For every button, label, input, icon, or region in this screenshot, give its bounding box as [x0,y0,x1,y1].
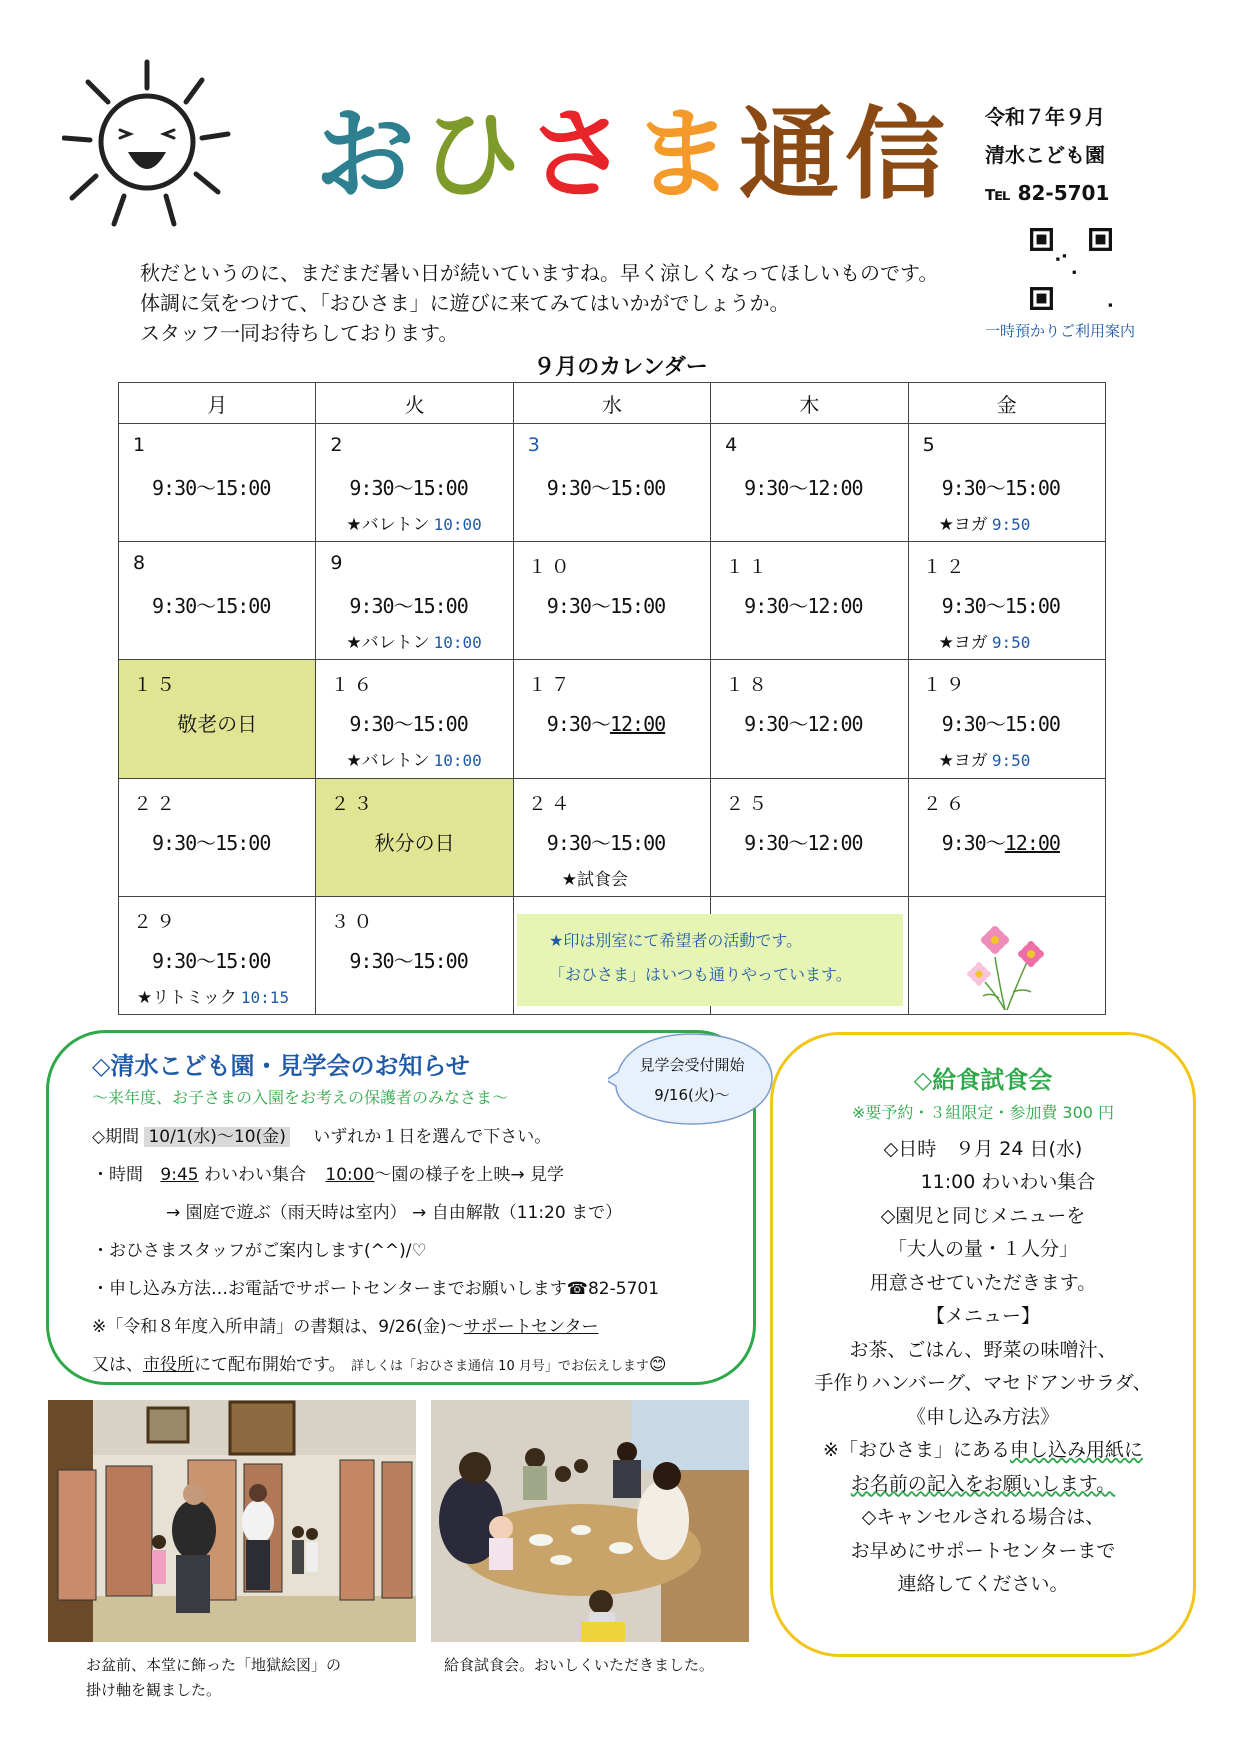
calendar-day-cell [908,424,1105,542]
lunch-time: 11:00 わいわい集合 [920,1171,1096,1193]
note-b-small: 詳しくは「おひさま通信 10 月号」でお伝えします [351,1359,649,1374]
calendar-week-row [119,660,1106,778]
lunch-tasting-title: ◇給食試食会 [913,1066,1053,1094]
event-label [346,510,481,535]
weekday-header: 水 [513,383,710,424]
lunch-prepare: 用意させていただきます。 [869,1271,1097,1294]
tour-staff-line: ・おひさまスタッフがご案内します(^^)/♡ [92,1241,427,1261]
event-name: ★バレトン [346,751,430,772]
lunch-cancel-line: お早めにサポートセンターまで [850,1539,1116,1562]
tour-notice-title: ◇清水こども園・見学会のお知らせ [92,1052,470,1080]
event-name: ★試食会 [561,869,629,890]
open-hours: 9:30～15:00 [152,830,271,855]
phone-number: ℡ 82-5701 [985,181,1110,205]
lunch-date: ◇日時 ９月 24 日(水) [883,1137,1083,1160]
time-b-text: ～園の様子を上映→ 見学 [374,1165,565,1185]
tour-notice-subtitle: ～来年度、お子さまの入園をお考えの保護者のみなさま～ [92,1088,509,1107]
day-number: １９ [922,674,969,697]
apply-text: ※「おひさま」にある [823,1439,1010,1461]
time-a-text: わいわい集合 [204,1165,306,1185]
calendar-note-line: ★印は別室にて希望者の活動です。 [549,931,803,950]
lunch-apply-line-2 [770,1469,1196,1503]
caption-line: お盆前、本堂に飾った「地獄絵図」の [86,1656,342,1674]
open-hours: 9:30～15:00 [546,476,666,500]
event-name: ★バレトン [346,515,430,535]
header-meta [985,98,1145,212]
calendar-week-row [119,778,1106,896]
day-number: 2 [330,434,347,456]
open-hours: 9:30～15:00 [941,594,1060,619]
period-label: ◇期間 [92,1127,140,1147]
day-number: 5 [922,434,939,456]
photo2-caption: 給食試食会。おいしくいただきました。 [444,1656,715,1674]
issue-date: 令和７年９月 [985,105,1105,129]
lunch-cancel-line: ◇キャンセルされる場合は、 [861,1506,1105,1528]
calendar-day-cell [316,660,513,778]
cosmos-flower-illustration [955,912,1065,1012]
calendar-day-cell [316,778,513,896]
intro-line: スタッフ一同お待ちしております。 [140,321,459,345]
time-b: 10:00 [325,1165,375,1185]
day-number: 1 [133,434,150,456]
open-hours: 9:30～15:00 [349,948,468,973]
open-hours: 9:30～15:00 [349,594,468,619]
open-hours [942,827,1060,856]
event-time: 10:00 [433,515,482,534]
open-hours-end: 12:00 [1004,830,1060,855]
bubble-text [612,1050,772,1110]
title-char: 通 [739,96,845,213]
open-hours: 9:30～15:00 [152,476,271,500]
day-number: ２５ [725,792,772,815]
lunch-menu-intro: ◇園児と同じメニューを [880,1204,1086,1227]
weekday-header: 火 [316,383,513,424]
open-hours: 9:30～15:00 [152,594,271,619]
lunch-cancel-line: 連絡してください。 [897,1573,1069,1595]
holiday-name: 敬老の日 [177,712,258,737]
open-hours-start: 9:30～ [941,830,1005,855]
day-number: 8 [133,552,150,575]
calendar-day-cell [316,542,513,660]
day-number: 9 [330,552,347,575]
sun-illustration [62,58,232,228]
title-char: ひ [421,96,527,213]
open-hours-end: 12:00 [609,712,666,737]
weekday-header: 木 [711,383,908,424]
title-char: さ [527,96,633,213]
tour-time-line [92,1160,564,1185]
open-hours [547,708,665,737]
event-label [939,746,1031,771]
calendar-day-cell [513,778,710,896]
calendar-day-cell [908,542,1105,660]
intro-line: 体調に気をつけて、「おひさま」に遊びに来てみてはいかがでしょうか。 [140,291,790,315]
tour-apply-line: ・申し込み方法…お電話でサポートセンターまでお願いします☎82-5701 [92,1279,660,1299]
calendar-note [517,914,903,1006]
calendar-day-cell [513,542,710,660]
photo1-caption [86,1653,341,1703]
day-number: ２２ [133,792,180,815]
event-label [939,628,1031,653]
calendar-day-cell [711,778,908,896]
calendar-day-cell [119,896,316,1014]
open-hours: 9:30～15:00 [152,948,271,973]
caption-line: 掛け軸を観ました。 [86,1681,222,1699]
lunch-menu-title: 【メニュー】 [925,1305,1040,1327]
apply-underlined-2: お名前の記入をお願いします。 [850,1472,1116,1495]
event-name: ★ヨガ [938,633,988,654]
event-time: 9:50 [991,751,1031,771]
time-label: ・時間 [92,1165,143,1185]
event-label [137,983,289,1008]
day-number: 3 [527,434,544,456]
lunch-menu-line: 手作りハンバーグ、マセドアンサラダ、 [814,1372,1152,1394]
calendar-note-line: 「おひさま」はいつも通りやっています。 [549,965,852,984]
title-char: ま [633,96,739,213]
event-time: 10:00 [433,751,482,771]
event-name: ★バレトン [346,633,430,654]
open-hours: 9:30～12:00 [744,476,863,500]
title-char: 信 [845,96,951,213]
bubble-line: 見学会受付開始 [639,1056,745,1074]
lunch-tasting-details [770,1100,1196,1603]
intro-text [140,258,938,348]
open-hours: 9:30～15:00 [349,476,468,500]
calendar-title: ９月のカレンダー [533,355,708,380]
qr-caption: 一時預かりご利用案内 [985,322,1136,340]
lunch-menu-line: お茶、ごはん、野菜の味噌汁、 [849,1338,1117,1361]
open-hours-start: 9:30～ [546,712,610,737]
qr-code-icon[interactable] [1030,228,1112,310]
lunch-portion: 「大人の量・１人分」 [887,1238,1078,1260]
day-number: １０ [527,556,574,579]
open-hours: 9:30～15:00 [941,476,1060,500]
weekday-header: 金 [908,383,1105,424]
open-hours: 9:30～12:00 [744,594,863,619]
open-hours: 9:30～12:00 [744,830,863,855]
event-label [346,628,481,653]
open-hours: 9:30～15:00 [941,712,1060,737]
day-number: １５ [133,674,180,697]
calendar-day-cell [119,424,316,542]
calendar-header-row [119,383,1106,424]
day-number: １８ [725,674,772,697]
event-time: 10:00 [433,633,482,653]
lunch-apply-line [770,1435,1196,1469]
note-a-text: ※「令和８年度入所申請」の書類は、9/26(金)～ [92,1317,464,1337]
smile-emoji-icon: 😊 [648,1355,667,1375]
newsletter-title [315,96,951,213]
open-hours: 9:30～15:00 [546,830,666,855]
weekday-header: 月 [119,383,316,424]
time-a: 9:45 [160,1165,199,1185]
event-time: 9:50 [991,633,1031,653]
title-char: お [315,96,421,213]
day-number: １１ [725,556,772,579]
calendar-week-row [119,424,1106,542]
day-number: ２４ [527,792,574,815]
day-number: １６ [330,674,377,697]
event-time: 9:50 [991,515,1031,534]
calendar-day-cell [711,542,908,660]
calendar-day-cell [711,424,908,542]
calendar-day-cell [316,424,513,542]
calendar-day-cell [711,660,908,778]
calendar-day-cell [908,778,1105,896]
tour-time-line-2: → 園庭で遊ぶ（雨天時は室内） → 自由解散（11:20 まで） [166,1203,623,1223]
day-number: 4 [725,434,742,456]
day-number: ２６ [922,792,969,815]
day-number: ２３ [330,792,377,815]
event-time: 10:15 [240,987,290,1007]
calendar-day-cell [513,660,710,778]
note-b-text: 又は、 [92,1355,143,1375]
period-value: 10/1(水)～10(金) [144,1127,289,1147]
apply-underlined: 申し込み用紙に [1009,1439,1143,1461]
day-number: １２ [922,556,969,579]
calendar-day-cell [908,660,1105,778]
event-label [346,746,481,771]
calendar-day-cell [119,542,316,660]
lunch-apply-title: 《申し込み方法》 [906,1405,1059,1428]
event-name: ★リトミック [137,987,237,1008]
tour-period-line [92,1122,551,1147]
day-number: ３０ [330,910,377,933]
open-hours: 9:30～15:00 [546,594,666,619]
day-number: ２９ [133,910,180,933]
bubble-line: 9/16(火)～ [654,1086,730,1104]
event-name: ★ヨガ [938,515,988,535]
calendar-day-cell [119,778,316,896]
org-name: 清水こども園 [985,143,1105,167]
holiday-name: 秋分の日 [374,830,455,855]
note-b-underlined: 市役所 [143,1355,194,1375]
tour-note-b [92,1350,667,1375]
scroll-viewing-photo [48,1400,416,1642]
note-a-underlined: サポートセンター [463,1317,599,1337]
event-label [562,865,628,890]
tour-note-a [92,1312,599,1337]
day-number: １７ [527,674,574,697]
calendar-day-cell [316,896,513,1014]
lunch-requirements: ※要予約・３組限定・参加費 300 円 [851,1103,1115,1122]
event-label [939,510,1031,535]
lunch-tasting-photo [431,1400,749,1642]
note-b-text-2: にて配布開始です。 [194,1355,346,1375]
event-name: ★ヨガ [938,751,988,772]
calendar-week-row [119,542,1106,660]
calendar-day-cell [513,424,710,542]
intro-line: 秋だというのに、まだまだ暑い日が続いていますね。早く涼しくなってほしいものです。 [140,261,939,285]
open-hours: 9:30～15:00 [349,712,468,737]
calendar-day-cell [119,660,316,778]
open-hours: 9:30～12:00 [744,712,863,737]
period-note: いずれか１日を選んで下さい。 [313,1127,552,1147]
